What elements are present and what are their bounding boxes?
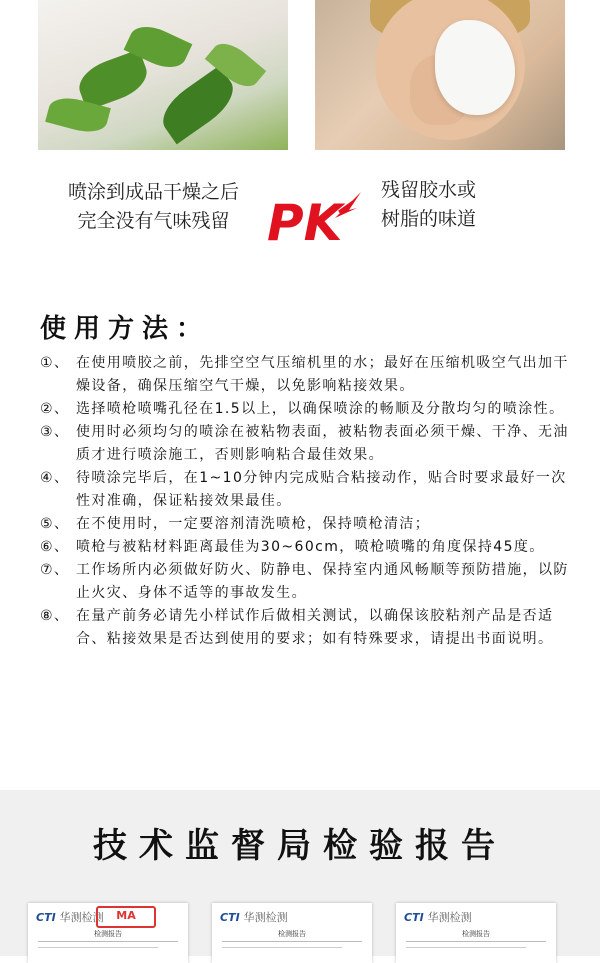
residual-odor-description — [381, 176, 541, 234]
usage-item-text: 选择喷枪喷嘴孔径在1.5以上，以确保喷涂的畅顺及分散均匀的喷涂性。 — [76, 401, 565, 417]
residual-odor-line-1: 残留胶水或 — [381, 179, 477, 201]
inspection-report-title: 技术监督局检验报告 — [93, 826, 507, 866]
usage-item-text: 工作场所内必须做好防火、防静电、保持室内通风畅顺等预防措施，以防止火灾、身体不适等的事故发生。 — [76, 562, 569, 601]
usage-item — [40, 605, 570, 651]
usage-item — [40, 352, 570, 398]
residual-odor-line-2: 树脂的味道 — [381, 208, 477, 230]
report-header — [36, 909, 104, 925]
report-text-line — [222, 941, 362, 942]
usage-item-number: ③、 — [40, 424, 70, 440]
ma-stamp: MA — [96, 906, 156, 928]
usage-item-number: ⑧、 — [40, 608, 70, 624]
report-thumbnail[interactable] — [396, 903, 556, 963]
usage-title: 使用方法： — [40, 314, 211, 344]
pk-text: PK — [267, 194, 343, 250]
report-subtitle: 检测报告 — [462, 930, 490, 938]
report-org-name: 华测检测 — [243, 911, 288, 924]
report-header — [404, 909, 472, 925]
child-sneezing-photo — [315, 0, 565, 150]
odor-free-line-1: 喷涂到成品干燥之后 — [67, 181, 239, 203]
usage-item-number: ④、 — [40, 470, 70, 486]
usage-item-number: ⑦、 — [40, 562, 70, 578]
inspection-report-section — [0, 790, 600, 956]
pk-logo — [265, 188, 365, 250]
report-text-line — [222, 947, 342, 948]
usage-item-text: 待喷涂完毕后，在1~10分钟内完成贴合粘接动作，贴合时要求最好一次性对准确，保证粘接效果最佳。 — [76, 470, 567, 509]
report-text-line — [38, 947, 158, 948]
living-room-plant-photo — [38, 0, 288, 150]
report-subtitle: 检测报告 — [278, 930, 306, 938]
report-text-line — [406, 947, 526, 948]
usage-item-text: 在不使用时，一定要溶剂清洗喷枪，保持喷枪清洁； — [76, 516, 431, 532]
usage-item — [40, 513, 570, 536]
usage-item-number: ⑥、 — [40, 539, 70, 555]
usage-item-text: 在量产前务必请先小样试作后做相关测试，以确保该胶粘剂产品是否适合、粘接效果是否达到使用的要求；如有特殊要求，请提出书面说明。 — [76, 608, 554, 647]
odor-free-description — [46, 178, 261, 236]
report-thumbnail[interactable] — [28, 903, 188, 963]
report-org-name: 华测检测 — [427, 911, 472, 924]
report-org-name: 华测检测 — [59, 911, 104, 924]
usage-item-text: 使用时必须均匀的喷涂在被粘物表面，被粘物表面必须干燥、干净、无油质才进行喷涂施工，否则影响粘合最佳效果。 — [76, 424, 569, 463]
odor-free-line-2: 完全没有气味残留 — [77, 210, 230, 232]
usage-item-number: ⑤、 — [40, 516, 70, 532]
usage-list — [40, 352, 570, 651]
report-text-line — [406, 941, 546, 942]
usage-item-text: 在使用喷胶之前，先排空空气压缩机里的水；最好在压缩机吸空气出加干燥设备，确保压缩空气干燥，以免影响粘接效果。 — [76, 355, 569, 394]
usage-item-text: 喷枪与被粘材料距离最佳为30~60cm，喷枪喷嘴的角度保持45度。 — [76, 539, 545, 555]
usage-item-number: ①、 — [40, 355, 70, 371]
report-thumbnail[interactable] — [212, 903, 372, 963]
report-text-line — [38, 941, 178, 942]
report-subtitle: 检测报告 — [94, 930, 122, 938]
usage-item — [40, 559, 570, 605]
usage-item-number: ②、 — [40, 401, 70, 417]
cti-logo: CTI — [36, 911, 56, 924]
usage-item — [40, 467, 570, 513]
report-header — [220, 909, 288, 925]
cti-logo: CTI — [220, 911, 240, 924]
usage-item — [40, 536, 570, 559]
usage-item — [40, 398, 570, 421]
usage-item — [40, 421, 570, 467]
cti-logo: CTI — [404, 911, 424, 924]
